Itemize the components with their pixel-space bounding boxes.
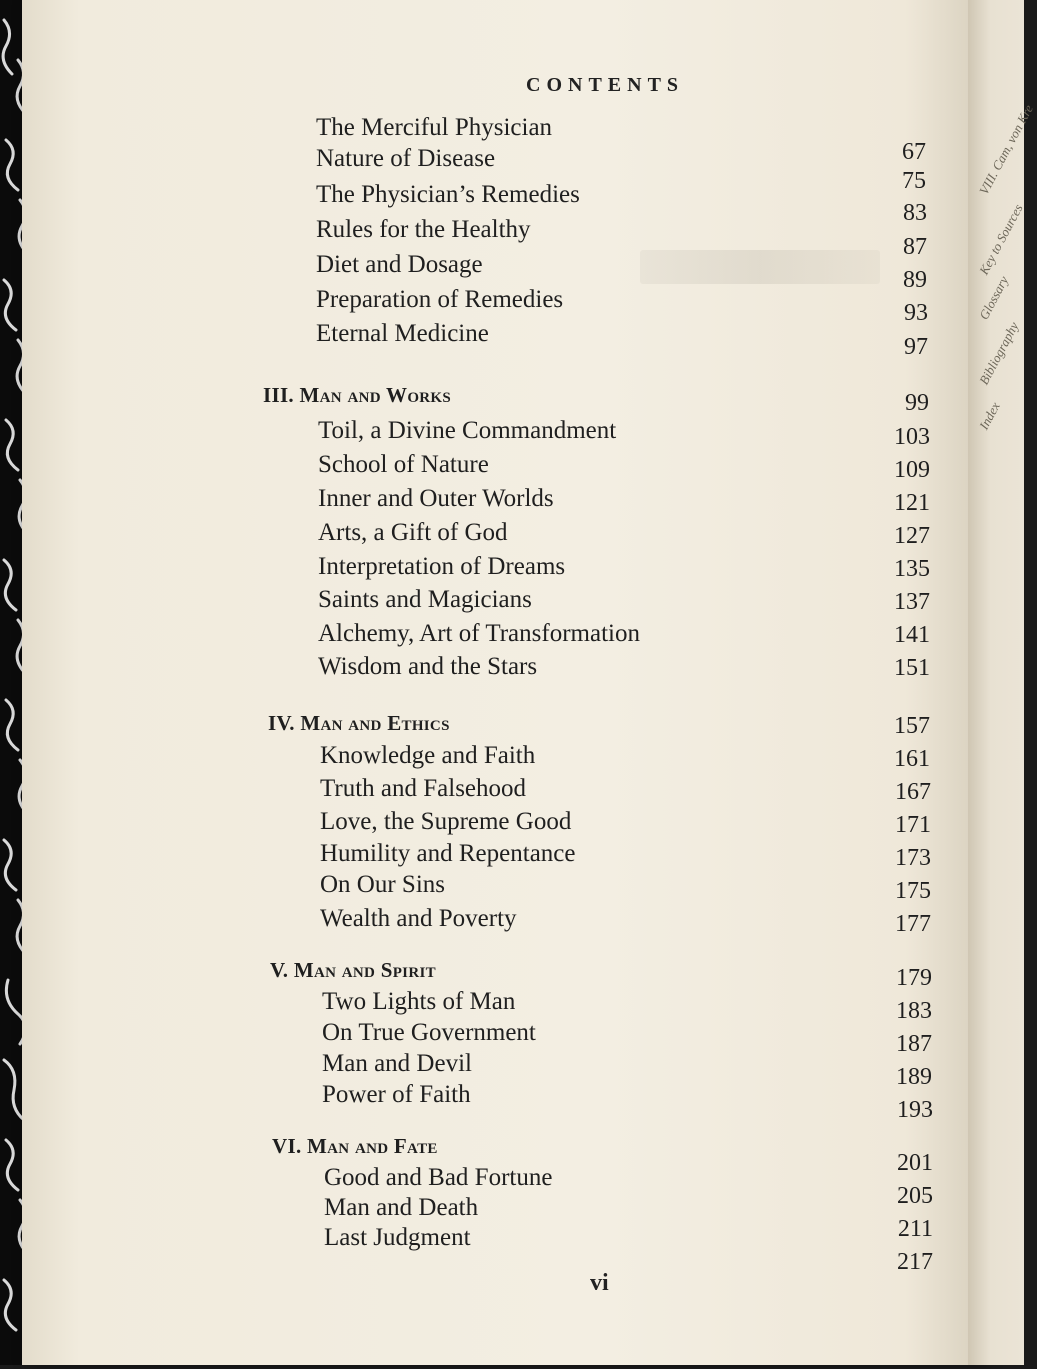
toc-entry: Knowledge and Faith bbox=[320, 742, 536, 769]
page-number: 99 bbox=[905, 390, 929, 416]
page-number: 193 bbox=[897, 1097, 933, 1123]
page-number: 183 bbox=[896, 998, 932, 1024]
page-number: 201 bbox=[897, 1150, 933, 1176]
page-number: 151 bbox=[894, 655, 930, 681]
section-heading: V. Man and Spirit bbox=[270, 958, 436, 982]
toc-entry: The Physician’s Remedies bbox=[316, 181, 580, 208]
page-number: 103 bbox=[894, 424, 930, 450]
section-heading: IV. Man and Ethics bbox=[268, 711, 450, 735]
page-number: 93 bbox=[904, 300, 928, 326]
toc-entry: Man and Death bbox=[324, 1194, 479, 1221]
toc-entry: Interpretation of Dreams bbox=[318, 553, 566, 580]
toc-entry: Man and Devil bbox=[322, 1050, 472, 1077]
page-number: 157 bbox=[894, 713, 930, 739]
page-number: 109 bbox=[894, 457, 930, 483]
toc-entry: School of Nature bbox=[318, 451, 489, 478]
adjacent-page-text: Glossary bbox=[976, 273, 1012, 323]
page-number: 121 bbox=[894, 490, 930, 516]
page-number: 211 bbox=[897, 1216, 933, 1242]
page-folio: vi bbox=[590, 1270, 609, 1296]
toc-entry: Humility and Repentance bbox=[320, 840, 576, 867]
toc-entry: Arts, a Gift of God bbox=[318, 519, 508, 546]
toc-entry: Wealth and Poverty bbox=[320, 905, 517, 932]
toc-entry: Preparation of Remedies bbox=[316, 286, 564, 313]
reverse-page-show-through bbox=[640, 250, 880, 284]
page-title: CONTENTS bbox=[526, 74, 685, 96]
page-number: 97 bbox=[904, 334, 928, 360]
page-number: 187 bbox=[896, 1031, 932, 1057]
page-number: 141 bbox=[894, 622, 930, 648]
page-number: 175 bbox=[895, 878, 931, 904]
page-number: 161 bbox=[894, 746, 930, 772]
toc-entry: Nature of Disease bbox=[316, 145, 496, 172]
page-number: 177 bbox=[895, 911, 931, 937]
toc-entry: Inner and Outer Worlds bbox=[318, 485, 554, 512]
toc-entry: Two Lights of Man bbox=[322, 988, 516, 1015]
toc-entry: Diet and Dosage bbox=[316, 251, 483, 278]
section-heading: III. Man and Works bbox=[263, 383, 452, 407]
toc-entry: Love, the Supreme Good bbox=[320, 808, 572, 835]
toc-entry: Saints and Magicians bbox=[318, 586, 532, 613]
page-number: 127 bbox=[894, 523, 930, 549]
page-number: 173 bbox=[895, 845, 931, 871]
toc-entry: The Merciful Physician bbox=[316, 114, 553, 141]
toc-entry: Power of Faith bbox=[322, 1081, 471, 1108]
adjacent-page-text: Index bbox=[976, 399, 1003, 433]
page-number: 171 bbox=[895, 812, 931, 838]
toc-entry: Eternal Medicine bbox=[316, 320, 489, 347]
page-number: 87 bbox=[903, 234, 927, 260]
section-heading: VI. Man and Fate bbox=[272, 1134, 438, 1158]
page-number: 179 bbox=[896, 965, 932, 991]
adjacent-page-text: VIII. Cam, von Kre bbox=[976, 102, 1036, 198]
toc-entry: Rules for the Healthy bbox=[316, 216, 531, 243]
page-number: 75 bbox=[902, 168, 926, 194]
toc-entry: On True Government bbox=[322, 1019, 536, 1046]
toc-entry: Good and Bad Fortune bbox=[324, 1164, 553, 1191]
toc-entry: Last Judgment bbox=[324, 1224, 471, 1251]
page-number: 83 bbox=[903, 200, 927, 226]
adjacent-page-text: Bibliography bbox=[976, 319, 1022, 388]
page-number: 167 bbox=[895, 779, 931, 805]
toc-entry: Wisdom and the Stars bbox=[318, 653, 538, 680]
page-number: 205 bbox=[897, 1183, 933, 1209]
toc-entry: Toil, a Divine Commandment bbox=[318, 417, 617, 444]
page-number: 135 bbox=[894, 556, 930, 582]
toc-entry: Truth and Falsehood bbox=[320, 775, 527, 802]
toc-entry: On Our Sins bbox=[320, 871, 446, 898]
page-number: 189 bbox=[896, 1064, 932, 1090]
toc-entry: Alchemy, Art of Transformation bbox=[318, 620, 640, 647]
page-number: 89 bbox=[903, 267, 927, 293]
page-number: 137 bbox=[894, 589, 930, 615]
page-number: 67 bbox=[902, 139, 926, 165]
adjacent-page-text: Key to Sources bbox=[976, 201, 1026, 278]
page-number: 217 bbox=[897, 1249, 933, 1275]
adjacent-page-edge bbox=[968, 0, 1036, 1365]
